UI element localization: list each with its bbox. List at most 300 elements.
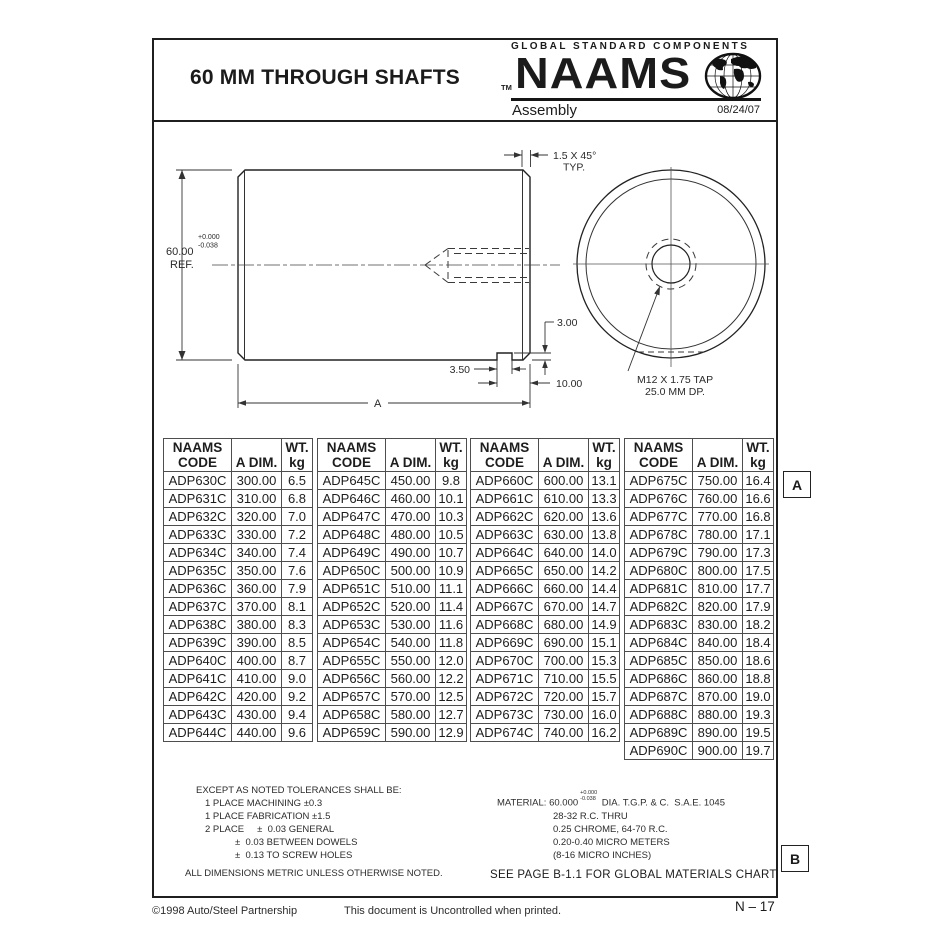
table-row [318, 508, 467, 526]
cell-weight: 10.5 [436, 526, 467, 544]
dim-chamfer-typ: TYP. [563, 161, 585, 174]
table-row [471, 580, 620, 598]
material-label: MATERIAL: [497, 797, 547, 809]
table-row [625, 508, 774, 526]
cell-naams-code: ADP689C [625, 724, 693, 742]
col-header-wt: WT. kg [743, 439, 774, 472]
cell-a-dim: 830.00 [693, 616, 743, 634]
cell-naams-code: ADP653C [318, 616, 386, 634]
arrowhead [514, 152, 522, 158]
tolerance-line: 1 PLACE FABRICATION ±1.5 [205, 811, 331, 822]
tolerance-line: 1 PLACE MACHINING ±0.3 [205, 798, 323, 809]
cell-naams-code: ADP679C [625, 544, 693, 562]
cell-naams-code: ADP640C [164, 652, 232, 670]
material-line1 [497, 791, 725, 810]
tolerance-line: ± 0.13 TO SCREW HOLES [235, 850, 353, 861]
cell-weight: 10.1 [436, 490, 467, 508]
dim-diameter-value: 60.00 [166, 246, 194, 258]
parts-table-group [624, 438, 774, 760]
col-header-adim: A DIM. [232, 439, 282, 472]
cell-a-dim: 800.00 [693, 562, 743, 580]
cell-a-dim: 340.00 [232, 544, 282, 562]
brand-tagline: GLOBAL STANDARD COMPONENTS [511, 41, 750, 52]
cell-naams-code: ADP665C [471, 562, 539, 580]
tolerance-notes [185, 784, 443, 880]
cell-weight: 15.1 [589, 634, 620, 652]
table-header-row [318, 439, 467, 472]
table-header-row [625, 439, 774, 472]
cell-weight: 12.2 [436, 670, 467, 688]
table-row [625, 742, 774, 760]
cell-naams-code: ADP652C [318, 598, 386, 616]
cell-naams-code: ADP683C [625, 616, 693, 634]
cell-a-dim: 440.00 [232, 724, 282, 742]
table-row [625, 526, 774, 544]
shaft-technical-drawing [152, 122, 776, 432]
cell-a-dim: 300.00 [232, 472, 282, 490]
col-header-wt: WT. kg [282, 439, 313, 472]
cell-weight: 18.8 [743, 670, 774, 688]
cell-a-dim: 490.00 [386, 544, 436, 562]
table-row [164, 688, 313, 706]
cell-weight: 15.5 [589, 670, 620, 688]
cell-naams-code: ADP675C [625, 472, 693, 490]
cell-a-dim: 780.00 [693, 526, 743, 544]
cell-weight: 13.1 [589, 472, 620, 490]
material-tolerance [580, 791, 597, 802]
table-row [471, 616, 620, 634]
dim-diameter-tol-plus: +0.000 [198, 234, 220, 241]
cell-a-dim: 710.00 [539, 670, 589, 688]
cell-weight: 7.4 [282, 544, 313, 562]
parts-table [163, 438, 779, 768]
table-row [164, 580, 313, 598]
cell-a-dim: 460.00 [386, 490, 436, 508]
metric-note: ALL DIMENSIONS METRIC UNLESS OTHERWISE NOTED. [185, 868, 443, 879]
cell-naams-code: ADP684C [625, 634, 693, 652]
cell-weight: 13.8 [589, 526, 620, 544]
table-row [164, 544, 313, 562]
cell-a-dim: 590.00 [386, 724, 436, 742]
cell-a-dim: 840.00 [693, 634, 743, 652]
tap-note-line1: M12 X 1.75 TAP [637, 374, 714, 386]
cell-a-dim: 470.00 [386, 508, 436, 526]
table-row [318, 490, 467, 508]
arrowhead [179, 170, 186, 179]
table-row [318, 580, 467, 598]
material-notes [497, 791, 725, 862]
table-row [625, 580, 774, 598]
table-row [625, 652, 774, 670]
cell-weight: 16.4 [743, 472, 774, 490]
cell-naams-code: ADP646C [318, 490, 386, 508]
table-row [471, 670, 620, 688]
cell-a-dim: 560.00 [386, 670, 436, 688]
col-header-code: NAAMS CODE [625, 439, 693, 472]
table-row [471, 634, 620, 652]
dim-chamfer-value: 1.5 X 45° [553, 150, 597, 162]
cell-weight: 9.2 [282, 688, 313, 706]
tolerance-line-label: 2 PLACE [205, 824, 245, 835]
table-row [164, 490, 313, 508]
cell-weight: 16.8 [743, 508, 774, 526]
table-row [164, 652, 313, 670]
cell-naams-code: ADP645C [318, 472, 386, 490]
tolerance-line-value: ± 0.03 GENERAL [257, 824, 335, 835]
table-header-row [164, 439, 313, 472]
cell-a-dim: 500.00 [386, 562, 436, 580]
cell-naams-code: ADP633C [164, 526, 232, 544]
cell-naams-code: ADP688C [625, 706, 693, 724]
cell-a-dim: 330.00 [232, 526, 282, 544]
table-row [471, 472, 620, 490]
cell-naams-code: ADP663C [471, 526, 539, 544]
brand-underline [511, 98, 761, 101]
material-line: 28-32 R.C. THRU [553, 810, 628, 822]
cell-weight: 9.6 [282, 724, 313, 742]
cell-a-dim: 760.00 [693, 490, 743, 508]
cell-weight: 10.3 [436, 508, 467, 526]
cell-naams-code: ADP678C [625, 526, 693, 544]
table-row [625, 724, 774, 742]
material-line: (8-16 MICRO INCHES) [553, 849, 652, 861]
cell-weight: 14.7 [589, 598, 620, 616]
cell-a-dim: 550.00 [386, 652, 436, 670]
cell-naams-code: ADP654C [318, 634, 386, 652]
tap-note-line2: 25.0 MM DP. [645, 386, 705, 398]
cell-weight: 6.5 [282, 472, 313, 490]
cell-weight: 7.9 [282, 580, 313, 598]
cell-a-dim: 670.00 [539, 598, 589, 616]
cell-naams-code: ADP650C [318, 562, 386, 580]
cell-a-dim: 660.00 [539, 580, 589, 598]
arrowhead [531, 152, 539, 158]
cell-weight: 17.9 [743, 598, 774, 616]
arrowhead [542, 360, 548, 368]
cell-weight: 14.4 [589, 580, 620, 598]
cell-naams-code: ADP664C [471, 544, 539, 562]
cell-weight: 12.5 [436, 688, 467, 706]
cell-naams-code: ADP644C [164, 724, 232, 742]
cell-weight: 17.3 [743, 544, 774, 562]
cell-weight: 18.6 [743, 652, 774, 670]
cell-naams-code: ADP690C [625, 742, 693, 760]
cell-a-dim: 750.00 [693, 472, 743, 490]
arrowhead [238, 400, 246, 406]
cell-a-dim: 610.00 [539, 490, 589, 508]
cell-weight: 8.7 [282, 652, 313, 670]
cell-a-dim: 580.00 [386, 706, 436, 724]
section-marker-a: A [783, 471, 811, 498]
cell-naams-code: ADP661C [471, 490, 539, 508]
table-row [318, 634, 467, 652]
arrowhead [522, 400, 530, 406]
cell-weight: 9.4 [282, 706, 313, 724]
arrowhead [542, 345, 548, 353]
table-row [318, 544, 467, 562]
table-row [318, 562, 467, 580]
col-header-code: NAAMS CODE [471, 439, 539, 472]
cell-a-dim: 530.00 [386, 616, 436, 634]
tolerance-title: EXCEPT AS NOTED TOLERANCES SHALL BE: [196, 785, 402, 796]
cell-weight: 8.3 [282, 616, 313, 634]
cell-weight: 19.5 [743, 724, 774, 742]
cell-weight: 13.3 [589, 490, 620, 508]
cell-a-dim: 480.00 [386, 526, 436, 544]
table-row [164, 634, 313, 652]
cell-naams-code: ADP647C [318, 508, 386, 526]
cell-weight: 17.7 [743, 580, 774, 598]
cell-a-dim: 740.00 [539, 724, 589, 742]
parts-table-group [317, 438, 467, 742]
table-header-row [471, 439, 620, 472]
cell-naams-code: ADP635C [164, 562, 232, 580]
cell-a-dim: 320.00 [232, 508, 282, 526]
col-header-code: NAAMS CODE [164, 439, 232, 472]
table-row [625, 688, 774, 706]
cell-naams-code: ADP632C [164, 508, 232, 526]
brand-logo-text: NAAMS [515, 49, 692, 98]
cell-a-dim: 370.00 [232, 598, 282, 616]
table-row [318, 724, 467, 742]
cell-weight: 6.8 [282, 490, 313, 508]
arrowhead [654, 286, 660, 295]
dim-diameter-tol-minus: -0.038 [198, 242, 218, 250]
col-header-wt: WT. kg [589, 439, 620, 472]
dim-length-label: A [374, 398, 382, 410]
arrowhead [489, 367, 497, 372]
header-subtitle: Assembly [512, 102, 578, 119]
cell-weight: 8.5 [282, 634, 313, 652]
cell-a-dim: 310.00 [232, 490, 282, 508]
cell-weight: 11.8 [436, 634, 467, 652]
col-header-adim: A DIM. [693, 439, 743, 472]
cell-weight: 11.6 [436, 616, 467, 634]
table-row [625, 634, 774, 652]
arrowhead [530, 381, 538, 386]
table-row [164, 598, 313, 616]
cell-naams-code: ADP638C [164, 616, 232, 634]
cell-naams-code: ADP671C [471, 670, 539, 688]
cell-weight: 15.7 [589, 688, 620, 706]
table-row [318, 706, 467, 724]
arrowhead [489, 381, 497, 386]
col-header-adim: A DIM. [539, 439, 589, 472]
table-row [318, 688, 467, 706]
cell-naams-code: ADP662C [471, 508, 539, 526]
table-row [625, 616, 774, 634]
material-line: 0.25 CHROME, 64-70 R.C. [553, 823, 668, 835]
material-tol-minus: -0.038 [580, 795, 596, 802]
cell-naams-code: ADP676C [625, 490, 693, 508]
cell-weight: 11.1 [436, 580, 467, 598]
cell-a-dim: 360.00 [232, 580, 282, 598]
cell-weight: 7.6 [282, 562, 313, 580]
table-row [164, 616, 313, 634]
cell-naams-code: ADP673C [471, 706, 539, 724]
tolerance-line [205, 823, 443, 836]
cell-a-dim: 620.00 [539, 508, 589, 526]
cell-naams-code: ADP637C [164, 598, 232, 616]
cell-weight: 14.0 [589, 544, 620, 562]
cell-naams-code: ADP651C [318, 580, 386, 598]
cell-a-dim: 400.00 [232, 652, 282, 670]
cell-a-dim: 860.00 [693, 670, 743, 688]
cell-a-dim: 510.00 [386, 580, 436, 598]
cell-weight: 16.0 [589, 706, 620, 724]
table-row [318, 526, 467, 544]
cell-naams-code: ADP631C [164, 490, 232, 508]
cell-naams-code: ADP666C [471, 580, 539, 598]
cell-naams-code: ADP642C [164, 688, 232, 706]
cell-weight: 14.2 [589, 562, 620, 580]
cell-naams-code: ADP668C [471, 616, 539, 634]
cell-naams-code: ADP639C [164, 634, 232, 652]
table-row [318, 670, 467, 688]
cell-naams-code: ADP670C [471, 652, 539, 670]
section-marker-b: B [781, 845, 809, 872]
table-row [164, 724, 313, 742]
dim-slot-offset-value: 10.00 [556, 378, 583, 390]
parts-table-group [163, 438, 313, 742]
cell-a-dim: 650.00 [539, 562, 589, 580]
cell-weight: 17.5 [743, 562, 774, 580]
table-row [164, 508, 313, 526]
cell-a-dim: 810.00 [693, 580, 743, 598]
parts-table-group [470, 438, 620, 742]
cell-a-dim: 450.00 [386, 472, 436, 490]
cell-naams-code: ADP677C [625, 508, 693, 526]
table-row [318, 598, 467, 616]
material-line: 0.20-0.40 MICRO METERS [553, 836, 670, 848]
table-row [471, 598, 620, 616]
table-row [318, 616, 467, 634]
dim-chamfer [504, 150, 548, 167]
cell-naams-code: ADP660C [471, 472, 539, 490]
material-value: 60.000 [549, 797, 579, 809]
dim-length [238, 364, 530, 408]
table-row [471, 544, 620, 562]
footer-copyright: ©1998 Auto/Steel Partnership [152, 905, 298, 917]
cell-weight: 7.2 [282, 526, 313, 544]
cell-weight: 15.3 [589, 652, 620, 670]
material-tol-plus: +0.000 [580, 790, 598, 796]
cell-naams-code: ADP657C [318, 688, 386, 706]
cell-weight: 8.1 [282, 598, 313, 616]
col-header-adim: A DIM. [386, 439, 436, 472]
table-row [471, 706, 620, 724]
cell-naams-code: ADP634C [164, 544, 232, 562]
see-page-note: SEE PAGE B-1.1 FOR GLOBAL MATERIALS CHART [490, 869, 777, 881]
tapped-hole-hidden-lines [425, 249, 529, 283]
arrowhead [512, 367, 520, 372]
cell-weight: 12.7 [436, 706, 467, 724]
cell-naams-code: ADP686C [625, 670, 693, 688]
table-row [625, 706, 774, 724]
cell-a-dim: 570.00 [386, 688, 436, 706]
cell-a-dim: 640.00 [539, 544, 589, 562]
cell-a-dim: 420.00 [232, 688, 282, 706]
cell-weight: 10.7 [436, 544, 467, 562]
cell-a-dim: 350.00 [232, 562, 282, 580]
cell-a-dim: 680.00 [539, 616, 589, 634]
cell-a-dim: 870.00 [693, 688, 743, 706]
cell-a-dim: 430.00 [232, 706, 282, 724]
cell-weight: 18.2 [743, 616, 774, 634]
cell-naams-code: ADP643C [164, 706, 232, 724]
table-row [625, 544, 774, 562]
cell-a-dim: 850.00 [693, 652, 743, 670]
trademark-label: TM [501, 83, 512, 92]
page-title: 60 MM THROUGH SHAFTS [190, 66, 461, 89]
cell-weight: 19.7 [743, 742, 774, 760]
cell-a-dim: 700.00 [539, 652, 589, 670]
cell-a-dim: 380.00 [232, 616, 282, 634]
cell-weight: 13.6 [589, 508, 620, 526]
cell-a-dim: 720.00 [539, 688, 589, 706]
cell-naams-code: ADP681C [625, 580, 693, 598]
footer-page-number: N – 17 [735, 899, 775, 914]
cell-a-dim: 540.00 [386, 634, 436, 652]
cell-naams-code: ADP636C [164, 580, 232, 598]
cell-naams-code: ADP667C [471, 598, 539, 616]
table-row [164, 706, 313, 724]
cell-naams-code: ADP655C [318, 652, 386, 670]
table-row [164, 526, 313, 544]
table-row [471, 724, 620, 742]
footer-uncontrolled-note: This document is Uncontrolled when printed. [344, 905, 562, 917]
cell-a-dim: 900.00 [693, 742, 743, 760]
table-row [471, 490, 620, 508]
cell-a-dim: 690.00 [539, 634, 589, 652]
cell-naams-code: ADP656C [318, 670, 386, 688]
cell-a-dim: 770.00 [693, 508, 743, 526]
cell-weight: 16.2 [589, 724, 620, 742]
table-row [625, 490, 774, 508]
cell-naams-code: ADP641C [164, 670, 232, 688]
table-row [625, 472, 774, 490]
dim-slot-depth-value: 3.00 [557, 317, 578, 329]
cell-a-dim: 520.00 [386, 598, 436, 616]
cell-weight: 12.0 [436, 652, 467, 670]
tap-leader-line [628, 294, 657, 371]
table-row [471, 688, 620, 706]
arrowhead [179, 351, 186, 360]
cell-weight: 19.3 [743, 706, 774, 724]
cell-naams-code: ADP672C [471, 688, 539, 706]
cell-naams-code: ADP630C [164, 472, 232, 490]
table-row [471, 526, 620, 544]
table-row [625, 670, 774, 688]
cell-weight: 18.4 [743, 634, 774, 652]
cell-weight: 16.6 [743, 490, 774, 508]
cell-weight: 9.0 [282, 670, 313, 688]
cell-a-dim: 880.00 [693, 706, 743, 724]
table-row [471, 652, 620, 670]
cell-naams-code: ADP687C [625, 688, 693, 706]
table-row [625, 598, 774, 616]
cell-a-dim: 890.00 [693, 724, 743, 742]
cell-a-dim: 820.00 [693, 598, 743, 616]
table-row [471, 562, 620, 580]
table-row [318, 472, 467, 490]
table-row [471, 508, 620, 526]
cell-a-dim: 630.00 [539, 526, 589, 544]
col-header-code: NAAMS CODE [318, 439, 386, 472]
cell-naams-code: ADP674C [471, 724, 539, 742]
cell-weight: 9.8 [436, 472, 467, 490]
table-row [164, 472, 313, 490]
